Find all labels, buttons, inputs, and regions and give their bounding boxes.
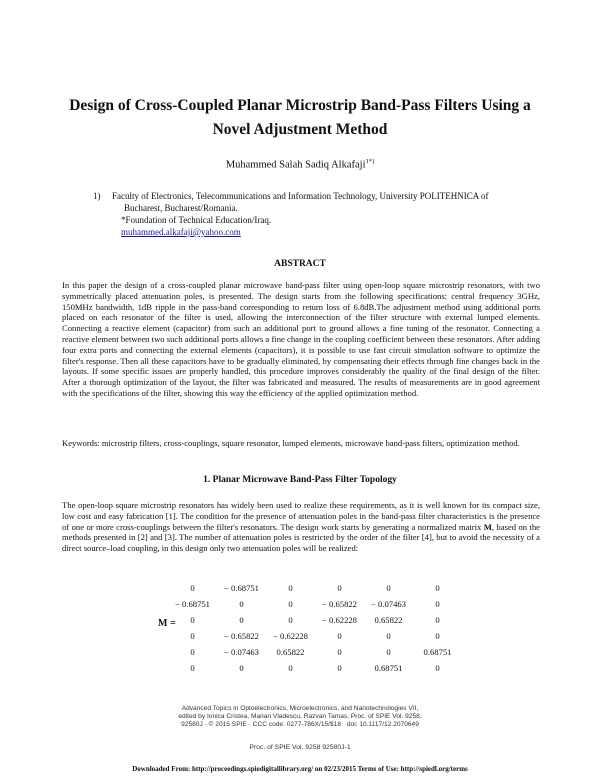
footer-line-1: Advanced Topics in Optoelectronics, Microelectronics, and Nanotechnologies VII, [181, 705, 419, 712]
matrix-cell: 0 [190, 615, 195, 625]
matrix-cell: 0 [435, 631, 440, 641]
matrix-row [168, 596, 462, 612]
paper-title [40, 94, 560, 142]
matrix-cell: 0 [239, 615, 244, 625]
author-name: Muhammed Salah Sadiq Alkafaji [225, 159, 366, 171]
matrix-cell: 0 [435, 599, 440, 609]
matrix-cell: 0 [288, 663, 293, 673]
page-footer-proc: Proc. of SPIE Vol. 9258 92580J-1 [249, 744, 351, 751]
matrix-cell: 0 [435, 615, 440, 625]
author-email-link[interactable]: muhammed.alkafaji@yahoo.com [121, 227, 241, 237]
title-line-1: Design of Cross-Coupled Planar Microstrip Band-Pass Filters Using a [69, 97, 531, 114]
matrix-cell: 0 [337, 583, 342, 593]
matrix-cell: 0 [386, 583, 391, 593]
keywords-text: Keywords: microstrip filters, cross-couplings, square resonator, lumped elements, microwave band-pass filters, optimization method. [62, 438, 520, 448]
matrix-cell: 0 [190, 663, 195, 673]
matrix-row [168, 660, 462, 676]
matrix-cell: 0 [337, 647, 342, 657]
matrix-cell: 0.65822 [374, 615, 403, 625]
matrix-cell: 0.68751 [423, 647, 452, 657]
matrix-cell: 0 [190, 647, 195, 657]
matrix-cell: − 0.65822 [322, 599, 357, 609]
footer-line-3: 92580J · © 2015 SPIE · CCC code: 0277-786X/15/$18 · doi: 10.1117/12.2070649 [181, 721, 419, 728]
matrix-cell: − 0.65822 [224, 631, 259, 641]
matrix-cell: 0 [386, 647, 391, 657]
matrix-cell: − 0.68751 [175, 599, 210, 609]
matrix-symbol: M [483, 521, 492, 532]
coupling-matrix [168, 580, 462, 676]
matrix-row [168, 628, 462, 644]
affiliation-line-1: Faculty of Electronics, Telecommunications and Information Technology, University POLITEHNICA of [112, 191, 489, 201]
matrix-row [168, 644, 462, 660]
matrix-cell: 0.68751 [374, 663, 403, 673]
footer-line-2: edited by Ionica Cristea, Marian Vladescu, Razvan Tamas, Proc. of SPIE Vol. 9258, [178, 713, 422, 720]
matrix-cell: 0 [190, 631, 195, 641]
matrix-cell: − 0.68751 [224, 583, 259, 593]
title-line-2: Novel Adjustment Method [212, 121, 388, 138]
affiliation-line-2: Bucharest, Bucharest/Romania. [124, 203, 238, 213]
matrix-cell: 0 [239, 663, 244, 673]
section-1-text-a: The open-loop square microstrip resonators has widely been used to realize these requirements, as it is well known for its compact size, low cost and easy fabrication [1]. The condition for the presence of attenuation poles in the band-pass filter characteristics is the presence of one or more cross-couplings between the filter's resonators. The design work starts by generating a normalized matrix [62, 500, 540, 532]
download-notice: Downloaded From: http://proceedings.spiedigitallibrary.org/ on 02/23/2015 Terms of Use: http://spiedl.org/terms [132, 765, 468, 773]
abstract-heading: ABSTRACT [274, 259, 326, 269]
matrix-cell: 0 [288, 599, 293, 609]
matrix-cell: 0.65822 [276, 647, 305, 657]
author-superscript: 1*) [365, 158, 375, 165]
matrix-cell: 0 [435, 663, 440, 673]
section-1-paragraph [62, 500, 540, 554]
matrix-cell: 0 [288, 583, 293, 593]
matrix-cell: − 0.62228 [273, 631, 308, 641]
matrix-cell: − 0.07463 [224, 647, 259, 657]
matrix-cell: 0 [288, 615, 293, 625]
matrix-cell: − 0.62228 [322, 615, 357, 625]
matrix-label: M = [158, 618, 176, 629]
affiliation-number: 1) [93, 191, 101, 201]
section-1-heading: 1. Planar Microwave Band-Pass Filter Topology [203, 475, 397, 485]
matrix-cell: 0 [239, 599, 244, 609]
matrix-cell: 0 [386, 631, 391, 641]
matrix-row [168, 612, 462, 628]
abstract-text: In this paper the design of a cross-coupled planar microwave band-pass filter using open-loop square microstrip resonators, with two symmetrically placed attenuation poles, is presented. The design starts from the following specifications: central frequency 3GHz, 150MHz bandwidth, 1dB ripple in the pass-band corresponding to return loss of 6.8dB.The adjustment method using additional ports placed on each resonator of the filter is used, allowing the interconnection of the filter structure with external lumped elements. Connecting a reactive element (capacitor) from such an additional port to ground allows a fine tuning of the resonator. Connecting a reactive element between two such additional ports allows a fine change in the coupling coefficient between these resonators. After adding four extra ports and connecting the external elements (capacitors), it is possible to use fast circuit simulation software to optimize the filter's response. Then all these capacitors have to be gradually eliminated, by compensating their effects through fine changes back in the layouts. If some specific issues are properly handled, this procedure improves considerably the quality of the final design of the filter. After a thorough optimization of the layout, the filter was fabricated and measured. The results of measurements are in good agreement with the specifications of the filter, showing this way the efficiency of the applied optimization method. [62, 280, 540, 398]
matrix-cell: 0 [337, 663, 342, 673]
matrix-row [168, 580, 462, 596]
author-line [0, 158, 600, 171]
section-1-text-b: , based on the methods presented in [2] and [3]. The number of attenuation poles is restricted by the order of the filter [4], but to avoid the necessity of a direct source–load coupling, in this design only two attenuation poles will be realized: [62, 521, 540, 554]
matrix-cell: 0 [435, 583, 440, 593]
affiliation-line-3: *Foundation of Technical Education/Iraq. [121, 215, 272, 225]
matrix-cell: 0 [337, 631, 342, 641]
matrix-cell: − 0.07463 [371, 599, 406, 609]
matrix-cell: 0 [190, 583, 195, 593]
